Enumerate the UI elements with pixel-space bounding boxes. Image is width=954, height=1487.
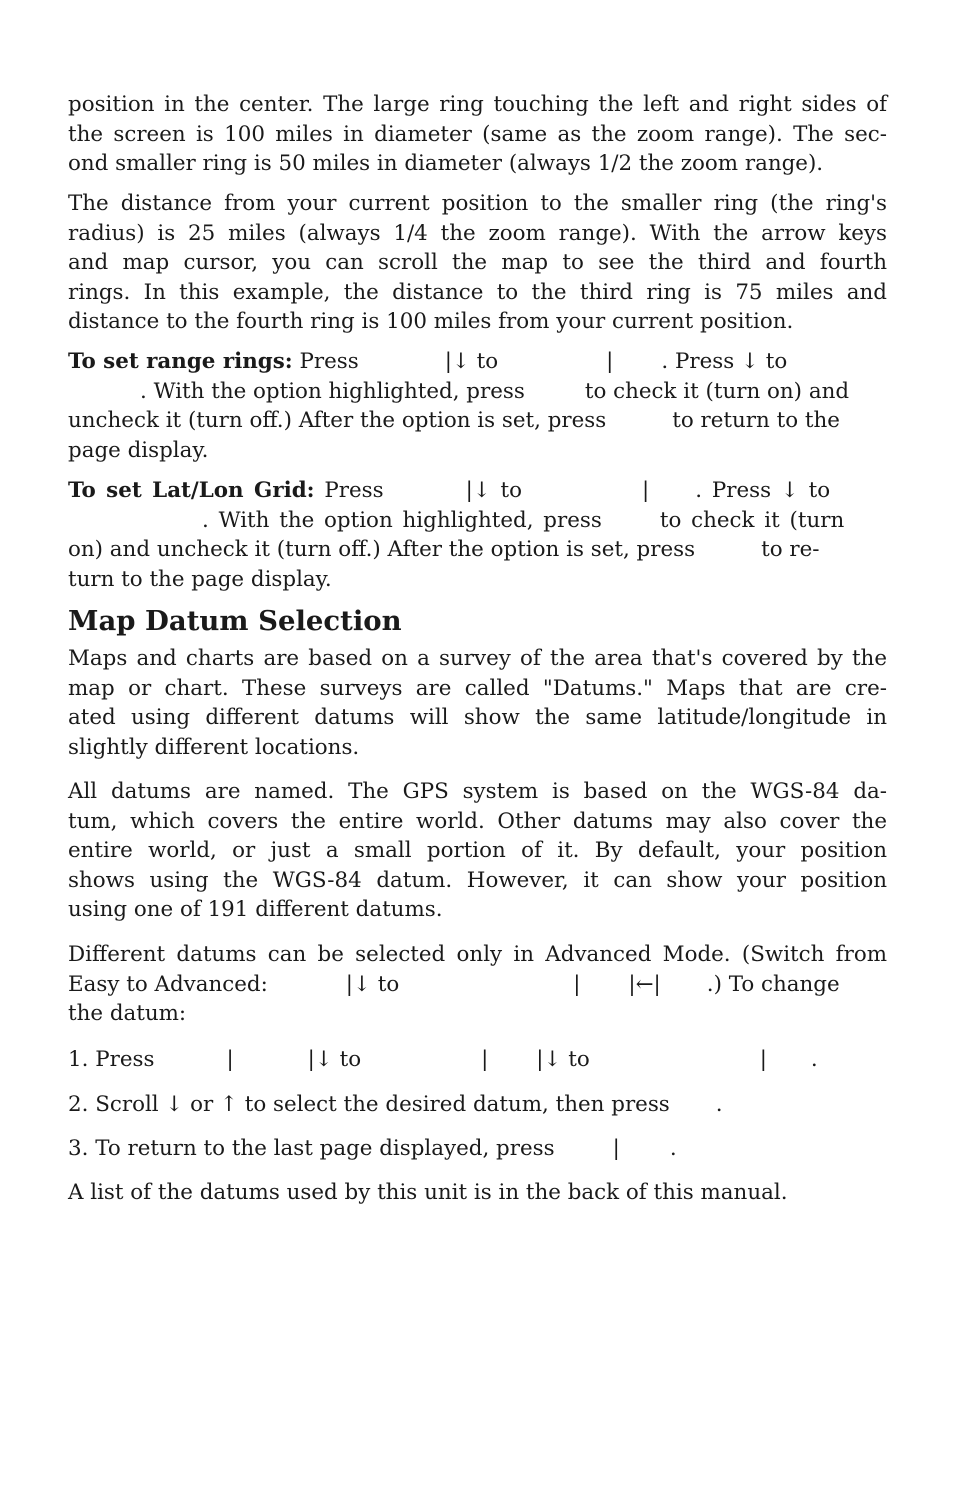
para3-line1: Maps and charts are based on a survey of the area that's covered by the [68, 646, 887, 671]
text-span: Easy to Advanced: [68, 971, 268, 997]
latlon-grid-label: To set Lat/Lon Grid: [68, 478, 315, 503]
text-span: 3. To return to the last page displayed, press [68, 1136, 555, 1161]
text-span: | [606, 349, 614, 374]
text-span: on) and uncheck it (turn off.) After the option is set, press [68, 537, 696, 563]
text-span: . [669, 1136, 677, 1161]
para2-line2: radius) is 25 miles (always 1/4 the zoom range). With the arrow keys [68, 220, 887, 246]
text-span: . [715, 1092, 723, 1117]
latlon-grid-line3 [68, 535, 887, 565]
para4-line5: using one of 191 different datums. [68, 897, 443, 923]
step-1 [68, 1045, 887, 1075]
para5-line3: the datum: [68, 1001, 187, 1027]
range-rings-line3 [68, 406, 887, 436]
text-span: |←| [628, 971, 661, 997]
para4-line1: All datums are named. The GPS system is based on the WGS-84 da- [68, 779, 887, 804]
text-span: Press [324, 478, 384, 503]
range-rings-line2 [68, 377, 887, 407]
range-rings-line1 [68, 347, 887, 377]
latlon-grid-line1 [68, 476, 887, 506]
text-span: |↓ to [345, 971, 400, 997]
range-rings-label: To set range rings: [68, 349, 293, 374]
text-span: . Press ↓ to [661, 349, 788, 374]
text-span: to check it (turn on) and [584, 378, 850, 404]
text-span: to return to the [672, 408, 840, 434]
latlon-grid-line2 [68, 506, 887, 536]
para4-line3: entire world, or just a small portion of it. By default, your position [68, 838, 887, 864]
text-span: uncheck it (turn off.) After the option is set, press [68, 408, 607, 434]
para1-line3: ond smaller ring is 50 miles in diameter (always 1/2 the zoom range). [68, 151, 824, 177]
para5-line1: Different datums can be selected only in Advanced Mode. (Switch from [68, 942, 887, 967]
para2-line5: distance to the fourth ring is 100 miles from your current position. [68, 309, 794, 335]
text-span: | [612, 1136, 620, 1161]
step-2 [68, 1090, 887, 1120]
text-span: | [642, 478, 650, 503]
closing-line: A list of the datums used by this unit is in the back of this manual. [68, 1180, 788, 1205]
text-span: . [810, 1047, 818, 1072]
text-span: |↓ to [465, 478, 523, 503]
text-span: 2. Scroll ↓ or ↑ to select the desired datum, then press [68, 1092, 670, 1117]
para4-line4: shows using the WGS-84 datum. However, it can show your position [68, 867, 887, 893]
para5-line2 [68, 970, 887, 1000]
text-span: 1. Press [68, 1047, 155, 1072]
text-span: | [481, 1047, 489, 1072]
text-span: | [226, 1047, 234, 1072]
range-rings-line4: page display. [68, 437, 209, 463]
text-span: . With the option highlighted, press [202, 507, 602, 533]
para2-line4: rings. In this example, the distance to the third ring is 75 miles and [68, 279, 887, 305]
text-span: | [759, 1047, 767, 1072]
text-span: to re- [761, 537, 820, 563]
text-span: . Press ↓ to [695, 478, 831, 503]
step-3 [68, 1134, 887, 1164]
para1-line1: position in the center. The large ring touching the left and right sides of [68, 92, 887, 117]
para3-line4: slightly different locations. [68, 734, 360, 760]
text-span: . With the option highlighted, press [140, 378, 525, 404]
para3-line3: ated using different datums will show the same latitude/longitude in [68, 705, 887, 731]
text-span: |↓ to [444, 349, 499, 374]
para3-line2: map or chart. These surveys are called "Datums." Maps that are cre- [68, 675, 887, 701]
para2-line1: The distance from your current position to the smaller ring (the ring's [68, 191, 887, 216]
para2-line3: and map cursor, you can scroll the map to see the third and fourth [68, 250, 887, 276]
text-span: |↓ to [536, 1047, 590, 1072]
para1-line2: the screen is 100 miles in diameter (same as the zoom range). The sec- [68, 121, 887, 147]
text-span: .) To change [706, 971, 840, 997]
text-span: Press [299, 349, 359, 374]
para4-line2: tum, which covers the entire world. Other datums may also cover the [68, 808, 887, 834]
section-heading: Map Datum Selection [68, 605, 402, 637]
text-span: | [573, 971, 581, 997]
text-span: |↓ to [307, 1047, 362, 1072]
text-span: to check it (turn [659, 507, 845, 533]
latlon-grid-line4: turn to the page display. [68, 566, 332, 592]
